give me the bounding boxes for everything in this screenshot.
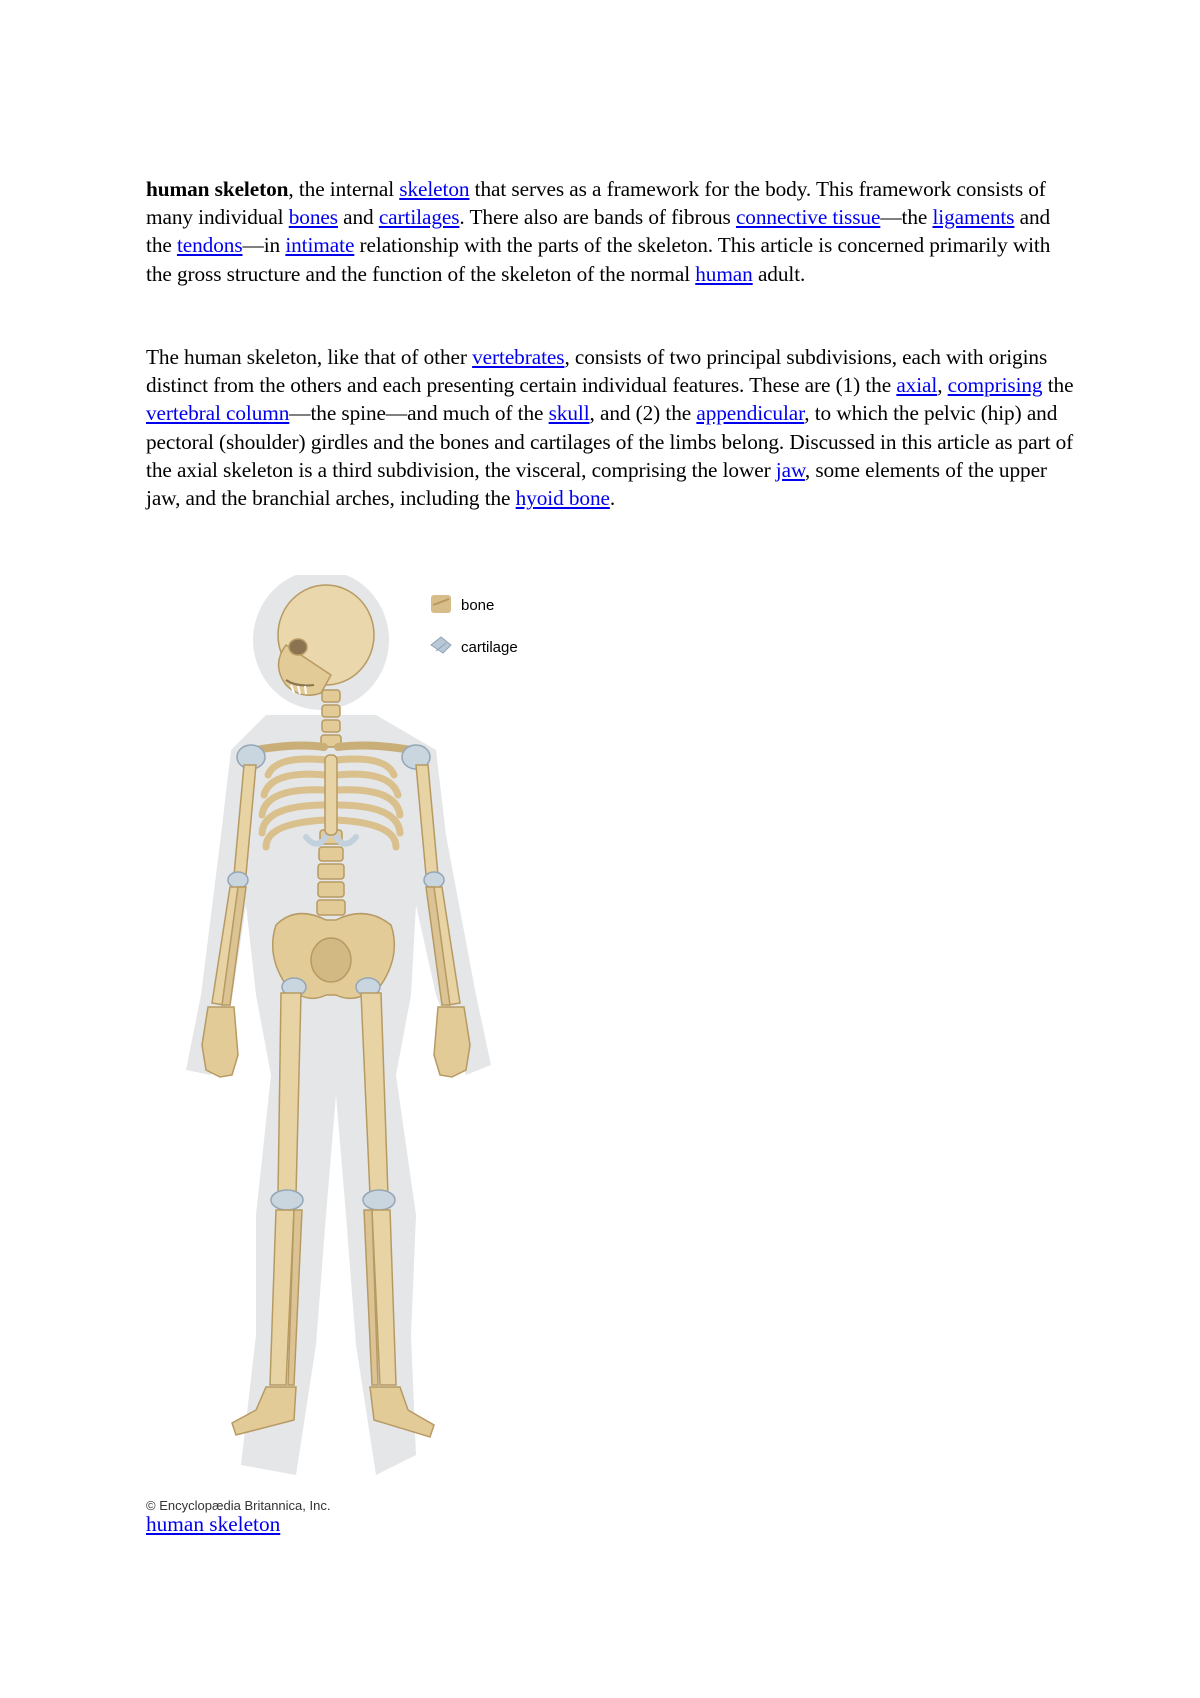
- term-human-skeleton: human skeleton: [146, 177, 289, 201]
- legend-bone-label: bone: [461, 597, 495, 614]
- text-run: , the internal: [288, 177, 400, 201]
- text-run: the: [1042, 373, 1074, 398]
- text-run: —in: [242, 233, 286, 258]
- paragraph-intro: [146, 175, 1076, 288]
- text-run: , and (2) the: [589, 401, 697, 426]
- text-run: .: [609, 486, 616, 511]
- link-connective-tissue[interactable]: connective tissue: [735, 205, 881, 230]
- text-run: ,: [937, 373, 948, 398]
- link-comprising[interactable]: comprising: [947, 373, 1043, 398]
- figure-caption: [146, 1510, 280, 1538]
- paragraph-subdivisions: [146, 343, 1076, 512]
- skeleton-illustration: [146, 575, 566, 1515]
- link-vertebrates[interactable]: vertebrates: [472, 345, 565, 369]
- link-ligaments[interactable]: ligaments: [932, 205, 1015, 230]
- legend-cartilage-label: cartilage: [461, 639, 518, 656]
- link-skull[interactable]: skull: [548, 401, 590, 426]
- text-run: , consists of two principal subdivisions, each with origins distinct from the others and each presenting certain individual features. These are (1) the: [146, 345, 1048, 398]
- text-run: , to which the pelvic (hip) and pectoral (shoulder) girdles and the bones and cartilages of the limbs belong. Discussed in this article as part of the axial skeleton is a third subdivision, the visceral, comprising the lower: [146, 401, 1074, 482]
- legend: [431, 595, 518, 656]
- text-run: The human skeleton, like that of other: [146, 345, 473, 369]
- link-bones[interactable]: bones: [288, 205, 338, 230]
- text-run: and the: [146, 205, 1051, 258]
- link-cartilages[interactable]: cartilages: [378, 205, 460, 230]
- skeleton-figure: [146, 575, 566, 1515]
- link-hyoid-bone[interactable]: hyoid bone: [515, 486, 610, 511]
- link-vertebral-column[interactable]: vertebral column: [146, 401, 290, 426]
- link-appendicular[interactable]: appendicular: [696, 401, 805, 426]
- text-run: —the spine—and much of the: [289, 401, 549, 426]
- link-axial[interactable]: axial: [896, 373, 938, 398]
- text-run: relationship with the parts of the skeleton. This article is concerned primarily with the gross structure and the function of the skeleton of the normal: [146, 233, 1051, 286]
- text-run: . There also are bands of fibrous: [459, 205, 736, 230]
- link-intimate[interactable]: intimate: [285, 233, 355, 258]
- text-run: , some elements of the upper jaw, and the branchial arches, including the: [146, 457, 1047, 511]
- text-run: adult.: [752, 261, 806, 286]
- link-human[interactable]: human: [695, 261, 753, 286]
- text-run: and: [337, 205, 379, 230]
- caption-link-human-skeleton[interactable]: human skeleton: [146, 1512, 281, 1536]
- text-run: —the: [880, 205, 933, 230]
- sternum: [325, 755, 337, 835]
- link-skeleton[interactable]: skeleton: [399, 177, 470, 201]
- pelvis: [273, 914, 395, 999]
- image-credit: © Encyclopædia Britannica, Inc.: [146, 1498, 331, 1513]
- text-run: that serves as a framework for the body. This framework consists of many individual: [146, 177, 1046, 230]
- link-tendons[interactable]: tendons: [176, 233, 243, 258]
- cartilage-swatch-icon: [431, 637, 451, 653]
- link-jaw[interactable]: jaw: [775, 457, 805, 482]
